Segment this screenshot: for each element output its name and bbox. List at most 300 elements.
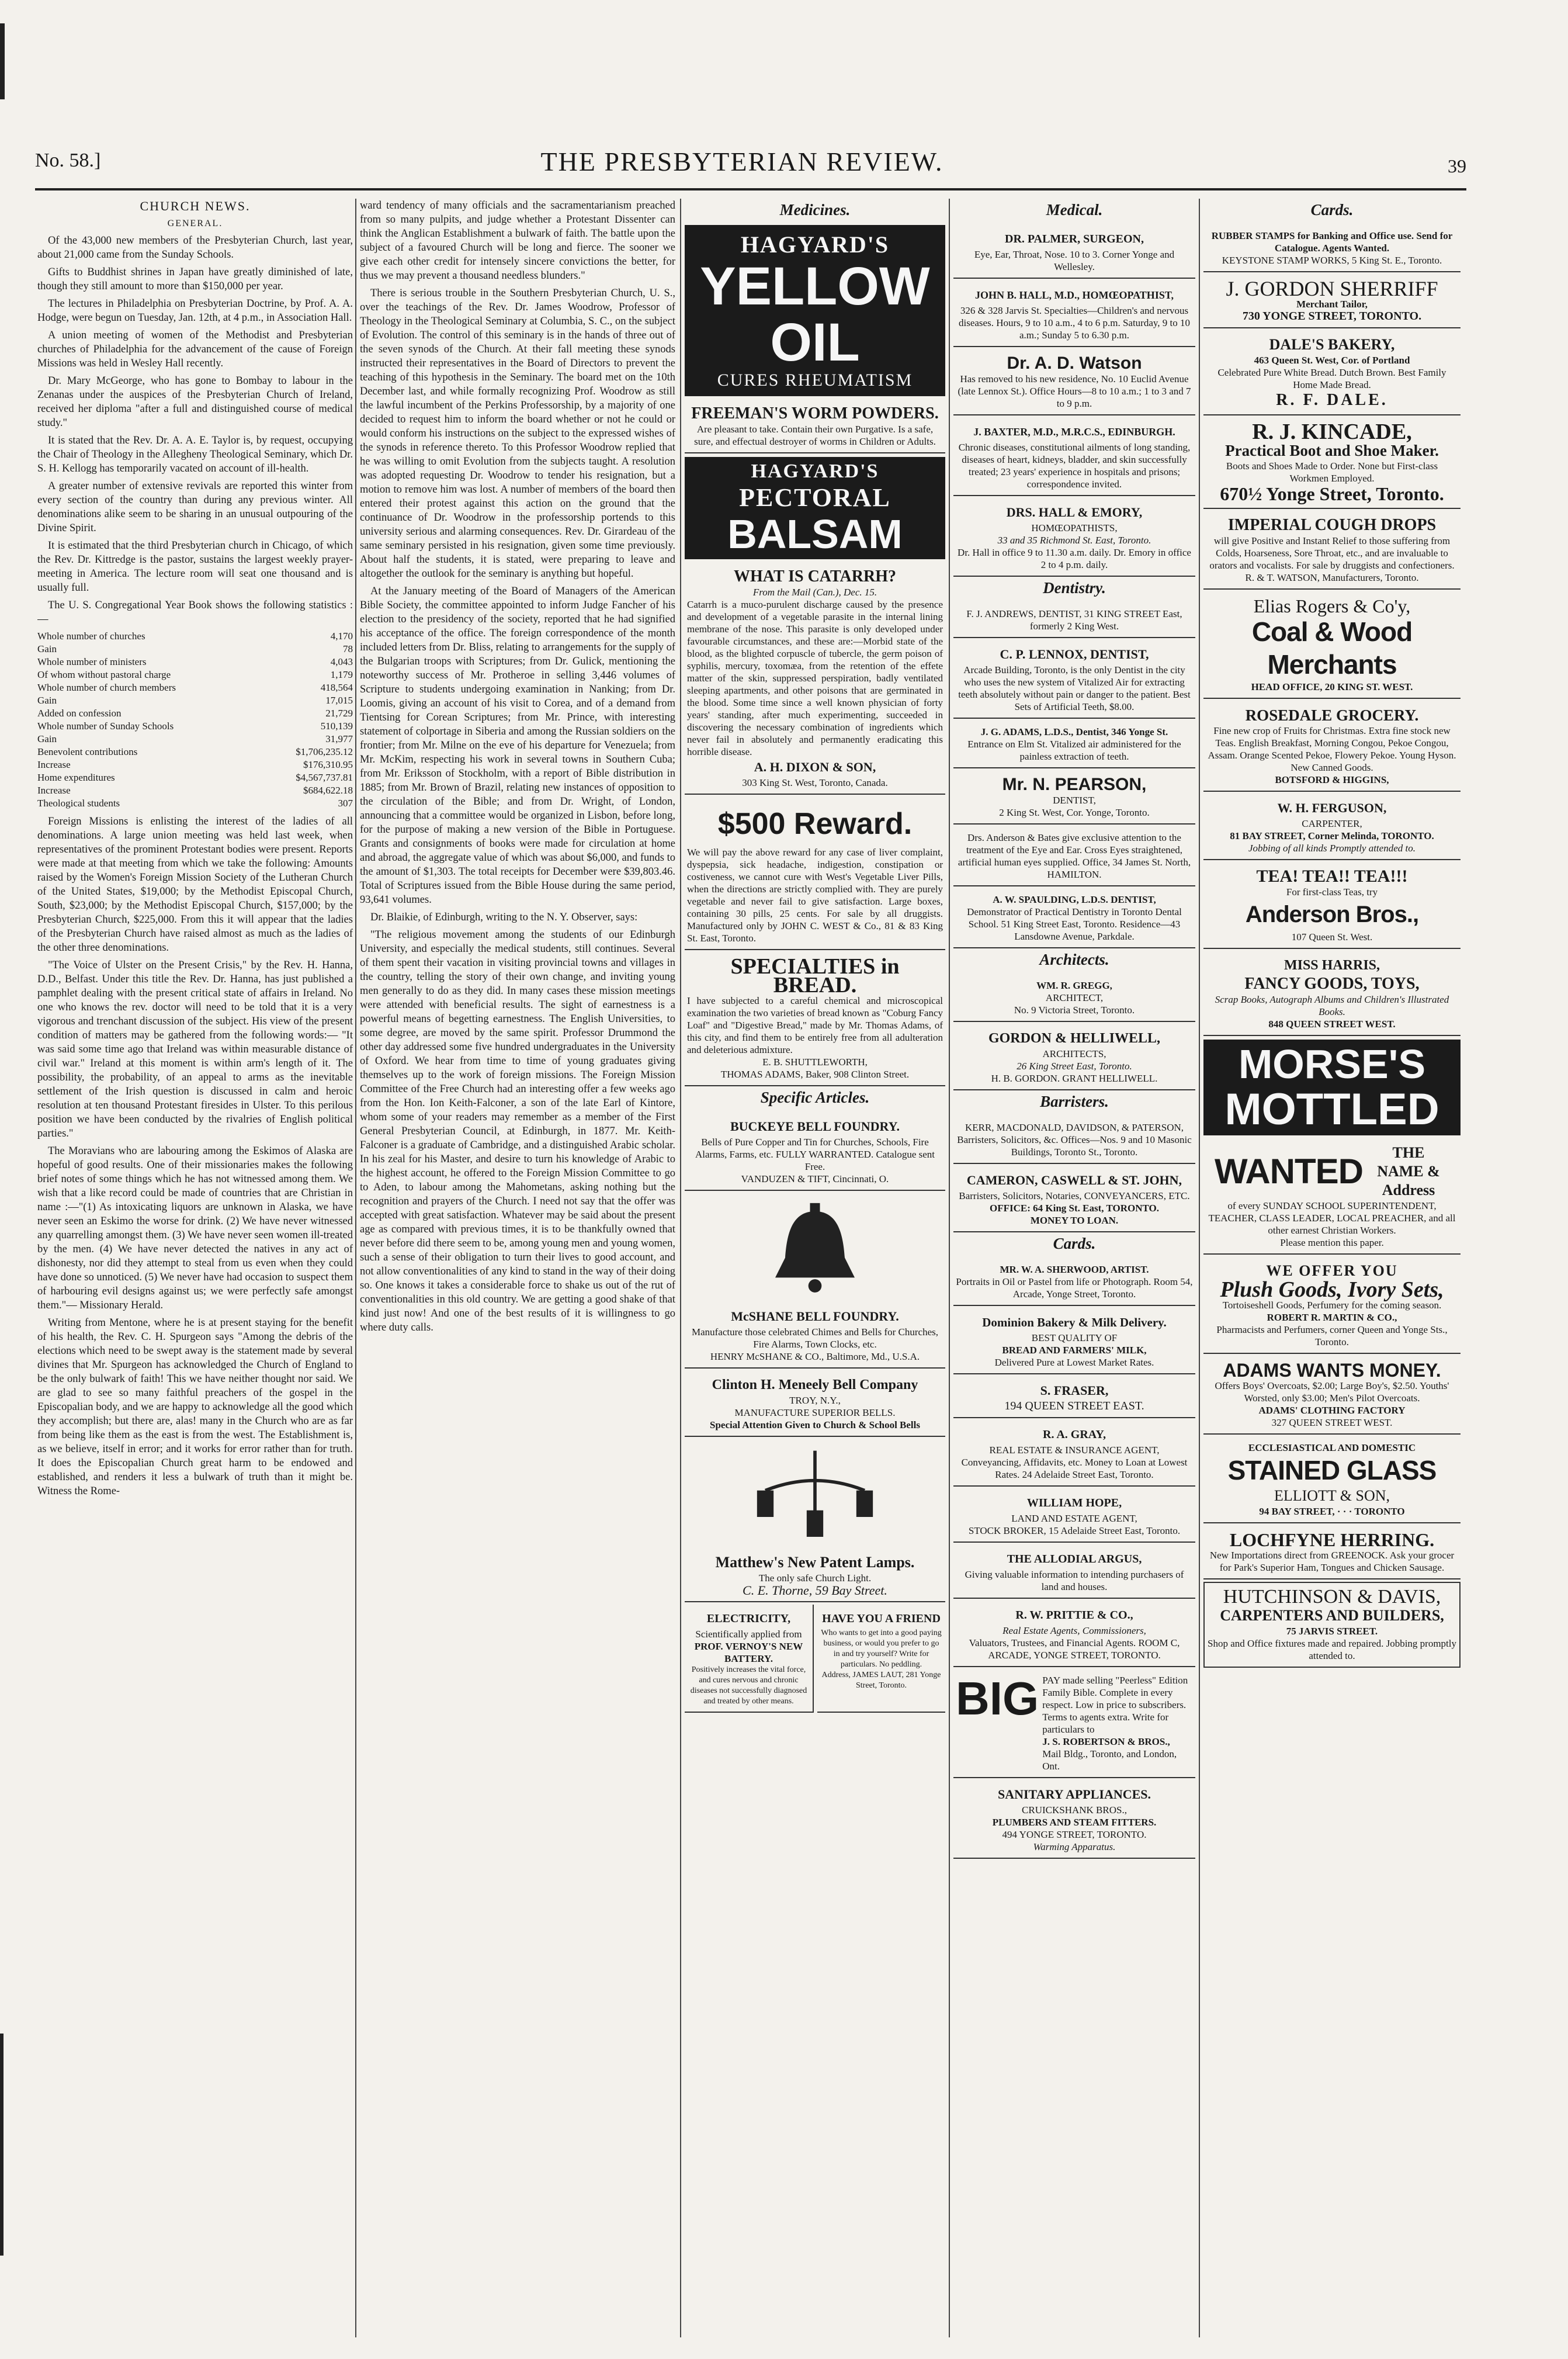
catarrh-ad xyxy=(685,563,945,795)
bottom-ads-row xyxy=(685,1605,945,1715)
ad-subtitle: CARPENTER, xyxy=(1302,818,1362,829)
ad-title: TEA! TEA!! TEA!!! xyxy=(1256,867,1408,886)
issue-number: No. 58.] xyxy=(35,150,101,171)
ad-address: 94 BAY STREET, · · · TORONTO xyxy=(1259,1506,1405,1517)
adams-dentist-card xyxy=(953,721,1195,768)
ad-subtitle: DENTIST, xyxy=(1053,795,1096,806)
news-paragraph: Dr. Blaikie, of Edinburgh, writing to the N. Y. Observer, says: xyxy=(370,912,638,923)
hope-card xyxy=(953,1489,1195,1543)
ad-line: MOTTLED xyxy=(1224,1085,1439,1134)
stat-label: Benevolent contributions xyxy=(37,746,138,757)
ad-title: C. P. LENNOX, DENTIST, xyxy=(1000,647,1149,661)
dominion-bakery-card xyxy=(953,1308,1195,1374)
stat-value: 17,015 xyxy=(325,695,353,706)
stat-label: Whole number of churches xyxy=(37,631,145,642)
ad-address: 107 Queen St. West. xyxy=(1291,931,1373,943)
ad-subtitle: HOMŒOPATHISTS, xyxy=(1031,522,1118,534)
news-paragraph: Writing from Mentone, where he is at present staying for the benefit of his health, the Rev. C. H. Spurgeon says "Among the debris of the elections which need to be swept away is the statement made by several divines that Mr. Spurgeon has acknowledged the Church of England to be the only bulwark of faith! This we have neither thought nor said. We are glad to see so many faithful preachers of the gospel in the Episcopalian body, and we are happy to acknowledge all the good which they accomplish; but there are, alas! many in the Church who are as far from being like them as the east is from the west. The Establishment is, as we believe, itself in error; and it works for error rather than for truth. It does the Episcopalian Church great harm to be endowed and established, and renders it less a bulwark of truth than it might be. Witness the Rome- xyxy=(37,1317,353,1497)
kerr-card xyxy=(953,1117,1195,1164)
watson-card xyxy=(953,349,1195,415)
andrews-card xyxy=(953,603,1195,638)
news-paragraph: Of the 43,000 new members of the Presbyterian Church, last year, about 21,000 came from the Sunday Schools. xyxy=(37,235,353,261)
ad-body: Valuators, Trustees, and Financial Agents. ROOM C, ARCADE, YONGE STREET, TORONTO. xyxy=(969,1637,1180,1661)
ad-title: MISS HARRIS, xyxy=(1283,958,1380,973)
allodial-card xyxy=(953,1545,1195,1599)
ad-title: THE ALLODIAL ARGUS, xyxy=(1007,1553,1142,1565)
wanted-header xyxy=(1206,1144,1458,1200)
ad-title: Mr. N. PEARSON, xyxy=(1002,775,1147,794)
gray-card xyxy=(953,1421,1195,1487)
ad-subtitle: Scientifically applied from xyxy=(695,1629,802,1640)
ad-title: WILLIAM HOPE, xyxy=(1026,1497,1122,1509)
ad-subtitle: Real Estate Agents, Commissioners, xyxy=(1002,1625,1146,1636)
ad-maker: HENRY McSHANE & CO., Baltimore, Md., U.S.A. xyxy=(710,1351,920,1362)
meneely-bell-ad xyxy=(685,1371,945,1437)
news-paragraph: Gifts to Buddhist shrines in Japan have greatly diminished of late, though they still amount to more than $150,000 per year. xyxy=(37,266,353,292)
section-heading: Specific Articles. xyxy=(760,1089,870,1106)
ad-tail: Please mention this paper. xyxy=(1280,1237,1384,1248)
ad-title: WANTED xyxy=(1215,1152,1363,1191)
ad-title: R. A. GRAY, xyxy=(1043,1428,1106,1441)
ad-title: Coal & Wood Merchants xyxy=(1251,616,1413,680)
gordon-helliwell-card xyxy=(953,1024,1195,1090)
ad-title: Dominion Bakery & Milk Delivery. xyxy=(982,1315,1167,1329)
left-border-mark xyxy=(0,23,5,99)
ad-body: RUBBER STAMPS for Banking and Office use. Send for Catalogue. Agents Wanted. xyxy=(1211,230,1453,254)
ad-body: Drs. Anderson & Bates give exclusive attention to the treatment of the Eye and Ear. Cross Eyes straightened, artificial human eyes supplied. Office, 34 James St. North, HAMILTON. xyxy=(958,832,1191,880)
ad-body: Are pleasant to take. Contain their own Purgative. Is a safe, sure, and effectual destroyer of worms in Children or Adults. xyxy=(694,424,936,447)
stat-row xyxy=(37,771,353,784)
ad-sender: A. H. DIXON & SON, xyxy=(754,760,876,774)
ferguson-card xyxy=(1203,794,1461,860)
ad-line: HAGYARD'S xyxy=(740,231,890,258)
ad-address: HEAD OFFICE, 20 KING ST. WEST. xyxy=(1251,681,1413,692)
hall-emory-card xyxy=(953,498,1195,577)
ad-title: J. BAXTER, M.D., M.R.C.S., EDINBURGH. xyxy=(973,426,1175,438)
fraser-card xyxy=(953,1377,1195,1418)
ad-address: THOMAS ADAMS, Baker, 908 Clinton Street. xyxy=(720,1069,910,1080)
ad-title: Matthew's New Patent Lamps. xyxy=(715,1554,915,1571)
rogers-coal-card xyxy=(1203,592,1461,699)
sherwood-card xyxy=(953,1259,1195,1306)
stat-value: 418,564 xyxy=(320,682,353,693)
ad-body: Boots and Shoes Made to Order. None but First-class Workmen Employed. xyxy=(1226,460,1438,484)
ad-address: 848 QUEEN STREET WEST. xyxy=(1268,1019,1396,1030)
stat-value: 21,729 xyxy=(325,708,353,719)
stat-label: Whole number of ministers xyxy=(37,656,147,667)
ad-names: H. B. GORDON. GRANT HELLIWELL. xyxy=(991,1073,1158,1084)
ad-subtitle: REAL ESTATE & INSURANCE AGENT, xyxy=(989,1445,1160,1456)
hall-card xyxy=(953,281,1195,347)
ad-body: Portraits in Oil or Pastel from life or Photograph. Room 54, Arcade, Yonge Street, Toronto. xyxy=(956,1276,1193,1300)
stained-glass-card xyxy=(1203,1437,1461,1523)
ad-name: Anderson Bros., xyxy=(1245,902,1419,927)
stat-label: Gain xyxy=(37,643,57,654)
adams-clothing-card xyxy=(1203,1356,1461,1435)
stat-row xyxy=(37,668,353,681)
column-medicines xyxy=(685,199,945,2341)
ad-body: New Importations direct from GREENOCK. Ask your grocer for Park's Superior Ham, Tongues and Chicken Sausage. xyxy=(1209,1550,1455,1573)
stat-label: Whole number of Sunday Schools xyxy=(37,720,174,732)
tea-card xyxy=(1203,862,1461,949)
column-news-continued xyxy=(360,199,675,2341)
stat-row xyxy=(37,733,353,746)
news-paragraph: Foreign Missions is enlisting the interest of the ladies of all denominations. A large union meeting was held last week, when representatives of the prominent Protestant bodies were present. Reports were made at that meeting from which we take the following: Amounts raised by the Women's Foreign Mission Society of the Lutheran Church of the United States, $19,000; by the Methodist Episcopal Church, South, $23,000; by the Methodist Episcopal Church, $157,000; by the Presbyterian Church, $225,000. From this it will appear that the ladies of the Presbyterian Church have raised almost as much as the ladies of the other three denominations. xyxy=(37,816,353,954)
ad-maker: ELLIOTT & SON, xyxy=(1274,1487,1390,1504)
ad-address: 81 BAY STREET, Corner Melinda, TORONTO. xyxy=(1230,830,1434,841)
news-paragraph: A greater number of extensive revivals are reported this winter from every section of the country than during any previous winter. All denominations alike seem to be sharing in an unusual outpouring of the Divine Spirit. xyxy=(37,480,353,534)
ad-body: STOCK BROKER, 15 Adelaide Street East, Toronto. xyxy=(968,1525,1181,1536)
stat-value: $1,706,235.12 xyxy=(296,746,353,757)
ad-subtitle: LAND AND ESTATE AGENT, xyxy=(1011,1513,1137,1524)
wanted-ad xyxy=(1203,1139,1461,1255)
worm-powders-ad xyxy=(685,400,945,453)
ad-title: Clinton H. Meneely Bell Company xyxy=(712,1377,918,1392)
ad-body: Has removed to his new residence, No. 10 Euclid Avenue (late Lennox St.). Office Hours—8 to 10 a.m.; 1 to 3 and 7 to 9 p.m. xyxy=(958,373,1191,409)
ad-title: J. GORDON SHERRIFF xyxy=(1226,277,1438,300)
ad-maker: KEYSTONE STAMP WORKS, 5 King St. E., Toronto. xyxy=(1222,255,1442,266)
stat-row xyxy=(37,746,353,758)
ad-maker: J. S. ROBERTSON & BROS., xyxy=(1042,1736,1170,1747)
ad-body: Tortoiseshell Goods, Perfumery for the coming season. xyxy=(1222,1300,1442,1311)
ad-title: ADAMS WANTS MONEY. xyxy=(1223,1360,1441,1381)
sherriff-card xyxy=(1203,275,1461,328)
ad-title: MR. W. A. SHERWOOD, ARTIST. xyxy=(1000,1264,1149,1275)
ad-address: 26 King Street East, Toronto. xyxy=(1017,1061,1132,1072)
stat-row xyxy=(37,784,353,797)
ad-title: W. H. FERGUSON, xyxy=(1277,801,1387,815)
stat-value: 31,977 xyxy=(325,733,353,744)
ad-body: of every SUNDAY SCHOOL SUPERINTENDENT, TEACHER, CLASS LEADER, LOCAL PREACHER, and all other earnest Christian Workers. xyxy=(1208,1200,1456,1236)
section-heading: Medicines. xyxy=(779,201,851,219)
ad-subtitle: Practical Boot and Shoe Maker. xyxy=(1225,442,1439,459)
ad-city: TROY, N.Y., xyxy=(789,1395,841,1406)
ad-title: DRS. HALL & EMORY, xyxy=(1006,505,1143,519)
section-heading: Dentistry. xyxy=(1043,579,1106,597)
stat-value: 1,179 xyxy=(330,669,353,680)
ad-address: 494 YONGE STREET, TORONTO. xyxy=(1002,1829,1147,1840)
news-paragraph: It is estimated that the third Presbyterian church in Chicago, of which the Rev. Dr. Kittredge is the pastor, sustains the largest weekly prayer-meeting in America. The lecture room will seat one thousand and is usually full. xyxy=(37,540,353,594)
ad-subtitle: CRUICKSHANK BROS., xyxy=(1022,1804,1127,1816)
yellow-oil-ad xyxy=(685,225,945,396)
dales-bakery-card xyxy=(1203,331,1461,415)
ad-body: Special Attention Given to Church & School Bells xyxy=(709,1419,920,1430)
pectoral-balsam-ad xyxy=(685,457,945,559)
header-rule xyxy=(35,188,1466,190)
ad-title: HAVE YOU A FRIEND xyxy=(822,1612,941,1625)
ad-line: HAGYARD'S xyxy=(751,460,879,482)
ad-address: 463 Queen St. West, Cor. of Portland xyxy=(1254,355,1410,366)
stat-value: $176,310.95 xyxy=(303,759,353,770)
newspaper-title: THE PRESBYTERIAN REVIEW. xyxy=(540,147,943,176)
ad-subtitle: ARCHITECT, xyxy=(1045,992,1104,1003)
ad-subtitle: For first-class Teas, try xyxy=(1286,886,1378,898)
rosedale-grocery-card xyxy=(1203,701,1461,792)
pearson-card xyxy=(953,771,1195,825)
ad-body: Arcade Building, Toronto, is the only Dentist in the city who uses the new system of Vitalized Air for extracting teeth absolutely without pain or danger to the patient. Best Sets of Artificial Teeth, $8.00. xyxy=(958,664,1191,712)
stat-row xyxy=(37,630,353,643)
ad-title: ROSEDALE GROCERY. xyxy=(1245,706,1419,724)
page-number: 39 xyxy=(1448,155,1466,176)
ad-body: We will pay the above reward for any case of liver complaint, dyspepsia, sick headache, indigestion, constipation or costiveness, we cannot cure with West's Vegetable Liver Pills, when the directions are strictly complied with. They are purely vegetable and never fail to give satisfaction. Large boxes, containing 30 pills, 25 cents. For sale by all druggists. Manufactured only by JOHN C. WEST & Co., 81 & 83 King St. East, Toronto. xyxy=(687,847,943,944)
bible-agents-card xyxy=(953,1669,1195,1778)
ad-address: No. 9 Victoria Street, Toronto. xyxy=(1014,1004,1135,1016)
morses-mottled-ad xyxy=(1203,1040,1461,1135)
ad-title: GORDON & HELLIWELL, xyxy=(988,1031,1161,1046)
ad-body: I have subjected to a careful chemical and microscopical examination the two varieties of bread known as "Coburg Fancy Loaf" and "Digestive Bread," made by Mr. Thomas Adams, of this city, and find them to be entirely free from all adulteration and deleterious admixture. xyxy=(687,995,943,1055)
ad-maker: R. & T. WATSON, Manufacturers, Toronto. xyxy=(1245,572,1419,583)
stat-value: $684,622.18 xyxy=(303,785,353,796)
section-heading: Medical. xyxy=(1046,201,1103,219)
ad-maker: BOTSFORD & HIGGINS, xyxy=(1275,774,1389,785)
stat-value: 78 xyxy=(343,643,353,654)
news-paragraph: It is stated that the Rev. Dr. A. A. E. Taylor is, by request, occupying the Chair of Theology in the Allegheny Theological Seminary, which Dr. S. H. Kellogg has temporarily vacated on account of ill-health. xyxy=(37,435,353,474)
ad-address: Mail Bldg., Toronto, and London, Ont. xyxy=(1042,1748,1177,1772)
ad-body: Scrap Books, Autograph Albums and Children's Illustrated Books. xyxy=(1215,994,1449,1017)
ad-body: MANUFACTURE SUPERIOR BELLS. xyxy=(734,1407,896,1418)
ad-subtitle: THE NAME & Address xyxy=(1377,1144,1440,1198)
ad-subtitle: The only safe Church Light. xyxy=(758,1572,872,1584)
spaulding-card xyxy=(953,889,1195,948)
ad-body: Conveyancing, Affidavits, etc. Money to Loan at Lowest Rates. 24 Adelaide Street East, Toronto. xyxy=(961,1457,1188,1480)
baxter-card xyxy=(953,418,1195,496)
column-divider xyxy=(355,199,356,2337)
ad-body: Jobbing of all kinds Promptly attended to. xyxy=(1248,843,1416,854)
section-heading: Barristers. xyxy=(1040,1093,1109,1110)
news-paragraph: Dr. Mary McGeorge, who has gone to Bombay to labour in the Zenanas under the auspices of the Presbyterian Church of Ireland, received her diploma "after a full and distinguished course of medical study." xyxy=(37,375,353,429)
ad-line: BALSAM xyxy=(727,511,903,557)
bell-icon xyxy=(687,1201,943,1301)
ad-title: FREEMAN'S WORM POWDERS. xyxy=(691,404,939,422)
reward-ad xyxy=(685,797,945,950)
ad-address: Pharmacists and Perfumers, corner Queen and Yonge Sts., Toronto. xyxy=(1216,1324,1448,1347)
sanitary-card xyxy=(953,1780,1195,1859)
ad-body: Demonstrator of Practical Dentistry in Toronto Dental School. 51 King Street East, Toronto. Residence—43 Lansdowne Avenue, Parkdale. xyxy=(967,906,1182,942)
ad-title: IMPERIAL COUGH DROPS xyxy=(1227,516,1437,534)
news-paragraph: The U. S. Congregational Year Book shows the following statistics :— xyxy=(37,600,353,625)
friend-ad xyxy=(817,1605,945,1713)
martin-offer-card xyxy=(1203,1257,1461,1354)
ad-body: Fine new crop of Fruits for Christmas. Extra fine stock new Teas. English Breakfast, Morning Congou, Pekoe Congou, Assam. Orange Scented Pekoe, Flowery Pekoe. Young Hyson. New Canned Goods. xyxy=(1208,725,1456,773)
section-heading: CHURCH NEWS. xyxy=(140,199,251,213)
stat-row xyxy=(37,694,353,707)
hutchinson-card xyxy=(1203,1582,1461,1668)
news-paragraph: "The Voice of Ulster on the Present Crisis," by the Rev. H. Hanna, D.D., Belfast. Under this title the Rev. Dr. Hanna, has just published a pamphlet dealing with the present critical state of affairs in Ireland. No one who knows the rev. doctor will need to be told that it is a very vigorous and trenchant discussion of the subject. His view of the present condition of matters may be gathered from the following words:— "It was said some time ago that Ireland was within measurable distance of civil war." Ireland at this moment is within arm's length of it. The possibility, the probability, of an appeal to arms as the inevitable settlement of the Irish question is discussed in calm and heroic resolution at ten thousand Protestant firesides in Ulster. To this perilous position we have been conducted by the rivalries of English political parties." xyxy=(37,959,353,1139)
ad-source: From the Mail (Can.), Dec. 15. xyxy=(752,587,877,598)
lochfyne-card xyxy=(1203,1526,1461,1579)
ad-body: Who wants to get into a good paying business, or would you prefer to go in and try yourself? Write for particulars. No peddling. xyxy=(821,1629,942,1669)
ad-title: BIG xyxy=(956,1672,1039,1724)
ad-title: LOCHFYNE HERRING. xyxy=(1229,1529,1435,1550)
ad-title: R. W. PRITTIE & CO., xyxy=(1015,1609,1133,1622)
ad-body: MONEY TO LOAN. xyxy=(1030,1215,1119,1226)
column-cards xyxy=(1203,199,1461,2341)
news-paragraph: ward tendency of many officials and the sacramentarianism preached from so many pulpits, and judge whether a Protestant Dissenter can think the Anglican Establishment a bulwark of faith. The battle upon the subject of a favoured Church will be long and fierce. The sooner we give each other credit for intensely sincere convictions the better, for thus we may prevent a thousand needless blunders." xyxy=(360,200,675,282)
stat-label: Added on confession xyxy=(37,708,122,719)
stat-label: Increase xyxy=(37,759,71,770)
palmer-card xyxy=(953,225,1195,279)
ad-title: WHAT IS CATARRH? xyxy=(734,567,896,586)
news-paragraph: There is serious trouble in the Southern Presbyterian Church, U. S., over the teachings of the Rev. Dr. James Woodrow, Professor of Theology in the Theological Seminary at Columbia, S. C., on the subject of Evolution. The control of this seminary is in the hands of three out of the seven synods of the Church. At their fall meeting these synods instructed their representatives in the Board of Directors to prevent the teaching of this hypothesis in the Seminary. The board met on the 10th December last, and while formally recognizing Prof. Woodrow as still the lawful incumbent of the Perkins Professorship, by a majority of one decided to request him to inform the board whether or not he could or would conform his instructions on the subject to the expressed wishes of the synods in reference thereto. To this Professor Woodrow replied that he was willing to omit Evolution from the subjects taught. A resolution was adopted requesting Dr. Woodrow to tender his resignation, but a motion to remove him was lost. A number of members of the board then entered their protest against this action on the ground that the continuance of Dr. Woodrow in the professorship portends to this university serious and alarming consequences. Rev. Dr. Girardeau of the same seminary persisted in his resignation, given some time previously. About half the students, it is stated, were preparing to leave and altogether the outlook for the seminary is anything but hopeful. xyxy=(360,287,675,580)
statistics-table xyxy=(37,630,353,810)
stat-value: 4,043 xyxy=(330,656,353,667)
ad-body: Chronic diseases, constitutional ailments of long standing, diseases of heart, kidneys, bladder, and skin successfully treated; 23 years' experience in hospitals and prisons; correspondence invited. xyxy=(958,442,1191,490)
stat-row xyxy=(37,758,353,771)
ad-title: WM. R. GREGG, xyxy=(1036,980,1112,991)
ad-address: 194 QUEEN STREET EAST. xyxy=(1004,1400,1144,1412)
section-heading: Cards. xyxy=(1053,1235,1096,1252)
ad-body: Giving valuable information to intending purchasers of land and houses. xyxy=(965,1569,1184,1592)
ad-item: BREAD AND FARMERS' MILK, xyxy=(1002,1345,1147,1356)
ad-address: 327 QUEEN STREET WEST. xyxy=(1271,1417,1393,1428)
ad-agent: C. E. Thorne, 59 Bay Street. xyxy=(743,1583,887,1598)
ad-maker: VANDUZEN & TIFT, Cincinnati, O. xyxy=(741,1173,889,1184)
ad-title: R. J. KINCADE, xyxy=(1252,420,1412,444)
lamps-ad xyxy=(685,1439,945,1602)
stat-label: Home expenditures xyxy=(37,772,115,783)
ad-body: 326 & 328 Jarvis St. Specialties—Children's and nervous diseases. Hours, 9 to 10 a.m., 4 to 6 p.m. Saturday, 9 to 10 a.m.; Sunday 5 to 6.30 p.m. xyxy=(959,305,1190,341)
ad-body: Celebrated Pure White Bread. Dutch Brown. Best Family Home Made Bread. xyxy=(1217,367,1446,390)
ad-body: Entrance on Elm St. Vitalized air administered for the painless extraction of teeth. xyxy=(967,739,1181,762)
ad-body: Dr. Hall in office 9 to 11.30 a.m. daily. Dr. Emory in office 2 to 4 p.m. daily. xyxy=(958,547,1191,570)
ad-body: KERR, MACDONALD, DAVIDSON, & PATERSON, Barristers, Solicitors, &c. Offices—Nos. 9 and 10 Masonic Buildings, Toronto St., Toronto. xyxy=(957,1122,1192,1158)
electricity-ad xyxy=(685,1605,814,1713)
stat-label: Gain xyxy=(37,695,57,706)
ad-title: JOHN B. HALL, M.D., HOMŒOPATHIST, xyxy=(974,289,1174,301)
ad-maker: ROBERT R. MARTIN & CO., xyxy=(1267,1312,1397,1323)
miss-harris-card xyxy=(1203,951,1461,1036)
ad-body: Eye, Ear, Throat, Nose. 10 to 3. Corner Yonge and Wellesley. xyxy=(974,249,1175,272)
ad-title: WE OFFER YOU xyxy=(1266,1262,1398,1279)
ad-title: Dr. A. D. Watson xyxy=(1007,354,1142,373)
section-subheading: GENERAL. xyxy=(167,219,223,228)
ad-address: 303 King St. West, Toronto, Canada. xyxy=(742,777,888,788)
stat-row xyxy=(37,656,353,668)
stat-row xyxy=(37,720,353,733)
ad-subtitle: Barristers, Solicitors, Notaries, CONVEYANCERS, ETC. xyxy=(959,1190,1190,1201)
column-divider xyxy=(680,199,681,2337)
ad-body: Shop and Office fixtures made and repaired. Jobbing promptly attended to. xyxy=(1208,1638,1456,1661)
left-border-mark xyxy=(0,2034,4,2256)
column-church-news xyxy=(37,199,353,2341)
gregg-card xyxy=(953,975,1195,1022)
ad-title: Elias Rogers & Co'y, xyxy=(1253,595,1411,616)
ad-body: Positively increases the vital force, and cures nervous and chronic diseases not successfully diagnosed and treated by other means. xyxy=(690,1665,807,1706)
ad-subtitle: Plush Goods, Ivory Sets, xyxy=(1220,1277,1444,1302)
cameron-card xyxy=(953,1166,1195,1232)
ad-subtitle: ARCHITECTS, xyxy=(1042,1048,1106,1059)
ad-body: Bells of Pure Copper and Tin for Churches, Schools, Fire Alarms, Farms, etc. FULLY WARRANTED. Catalogue sent Free. xyxy=(695,1137,935,1172)
stat-row xyxy=(37,681,353,694)
stat-row xyxy=(37,797,353,810)
stat-label: Whole number of church members xyxy=(37,682,176,693)
ad-title: SANITARY APPLIANCES. xyxy=(997,1787,1151,1802)
ad-title: J. G. ADAMS, L.D.S., Dentist, 346 Yonge St. xyxy=(980,726,1168,737)
news-paragraph: At the January meeting of the Board of Managers of the American Bible Society, the committee appointed to inform Judge Fancher of his election to the presidency of the society, reported that he had signified his acceptance of the office. The foreign correspondence of the month included letters from Dr. Bliss, relating to arrangements for the supply of the Bulgarian troops with Scriptures; from Dr. Gulick, mentioning the noteworthy success of Mr. Protheroe in selling 3,446 volumes of Scripture to students undergoing examination in Nanking; from Dr. Loomis, giving an account of his visit to Corea, and of a demand from Tientsing for Corean Scriptures; from Mr. Prince, with interesting statement of colportage in Siberia and among the Russian soldiers on the frontier; from Mr. Milne on the eve of his departure for Venezuela; from Mr. McKim, respecting his work in several towns in Southern Cuba; from Mr. Eriksson of Stockholm, with a report of Bible distribution in 1885; from Mr. Brown of Brazil, relating new instances of opposition to the circulation of the Bible; and from Dr. Wright, of London, announcing that a committee would be organized in Lisbon, before long, for the purpose of making a new version of the Bible in Portuguese. Grants and consignments of books were made for circulation at home and abroad, the aggregate value of which was about $6,000, and funds to the amount of $1,303. The total receipts for December were $39,803.46. Total of Scriptures issued from the Bible House during the same period, 93,641 volumes. xyxy=(360,586,675,906)
ad-subtitle: ADAMS' CLOTHING FACTORY xyxy=(1258,1405,1406,1416)
ad-line: YELLOW OIL xyxy=(700,257,930,372)
lennox-card xyxy=(953,640,1195,719)
ad-title: SPECIALTIES in BREAD. xyxy=(730,954,900,997)
stat-label: Gain xyxy=(37,733,57,744)
ad-title: CAMERON, CASWELL & ST. JOHN, xyxy=(966,1173,1182,1187)
ad-address: 2 King St. West, Cor. Yonge, Toronto. xyxy=(999,807,1150,818)
ad-body: Catarrh is a muco-purulent discharge caused by the presence and development of a vegetable parasite in the internal lining membrane of the nose. This parasite is only developed under favourable circumstances, and these are:—Morbid state of the blood, as the blighted corpuscle of tubercle, the germ poison of syphilis, mercury, toxomæa, from the retention of the effete matter of the skin, suppressed perspiration, badly ventilated sleeping apartments, and other poisons that are germinated in the blood. Some time since a well known physician of forty years' standing, after much experimenting, succeeded in discovering the necessary combination of ingredients which never fail in absolutely and permanently eradicating this horrible disease. xyxy=(687,599,943,757)
ad-subtitle: ECCLESIASTICAL AND DOMESTIC xyxy=(1248,1442,1416,1453)
ad-signature: E. B. SHUTTLEWORTH, xyxy=(762,1056,868,1068)
ad-body: F. J. ANDREWS, DENTIST, 31 KING STREET East, formerly 2 King West. xyxy=(966,608,1182,632)
ad-body: Offers Boys' Overcoats, $2.00; Large Boy's, $2.50. Youths' Worsted, only $3.00; Men's Pilot Overcoats. xyxy=(1215,1380,1449,1404)
ad-address: 75 JARVIS STREET. xyxy=(1286,1626,1378,1637)
ad-address: 33 and 35 Richmond St. East, Toronto. xyxy=(997,535,1151,546)
lamp-icon xyxy=(687,1447,943,1547)
ad-title: DALE'S BAKERY, xyxy=(1269,336,1395,353)
ad-body: Manufacture those celebrated Chimes and Bells for Churches, Fire Alarms, Town Clocks, etc. xyxy=(691,1326,939,1350)
news-paragraph: The lectures in Philadelphia on Presbyterian Doctrine, by Prof. A. A. Hodge, were begun on Tuesday, Jan. 12th, at 4 p.m., in Association Hall. xyxy=(37,298,353,324)
stat-label: Of whom without pastoral charge xyxy=(37,669,171,680)
ad-address: 670½ Yonge Street, Toronto. xyxy=(1220,483,1444,504)
page-header xyxy=(35,146,1466,181)
anderson-bates-card xyxy=(953,827,1195,886)
ad-tail: Warming Apparatus. xyxy=(1033,1841,1116,1852)
stat-label: Theological students xyxy=(37,798,120,809)
ad-title: A. W. SPAULDING, L.D.S. DENTIST, xyxy=(993,894,1156,905)
ad-body: Delivered Pure at Lowest Market Rates. xyxy=(994,1357,1154,1368)
ad-line: CURES RHEUMATISM xyxy=(717,370,913,390)
stat-row xyxy=(37,643,353,656)
ad-subtitle: FANCY GOODS, TOYS, xyxy=(1244,975,1420,993)
ad-subtitle: BEST QUALITY OF xyxy=(1031,1332,1118,1343)
ad-subtitle: Merchant Tailor, xyxy=(1296,299,1368,310)
stat-label: Increase xyxy=(37,785,71,796)
ad-title: McSHANE BELL FOUNDRY. xyxy=(731,1309,899,1324)
column-divider xyxy=(1199,199,1200,2337)
ad-title: STAINED GLASS xyxy=(1227,1455,1437,1485)
stat-value: 510,139 xyxy=(320,720,353,732)
ad-address: 730 YONGE STREET, TORONTO. xyxy=(1242,310,1422,323)
ad-body: will give Positive and Instant Relief to those suffering from Colds, Hoarseness, Sore Throat, etc., and are invaluable to orators and vocalists. For sale by druggists and confectioners. xyxy=(1209,535,1455,571)
prittie-card xyxy=(953,1601,1195,1667)
cough-drops-card xyxy=(1203,511,1461,590)
ad-title: HUTCHINSON & DAVIS, xyxy=(1223,1586,1441,1608)
kincade-card xyxy=(1203,418,1461,509)
stat-value: 307 xyxy=(338,798,353,809)
news-paragraph: A union meeting of women of the Methodist and Presbyterian churches of Philadelphia for the advancement of the cause of Foreign Missions was held in Wesley Hall recently. xyxy=(37,330,353,369)
ad-address: Address, JAMES LAUT, 281 Yonge Street, Toronto. xyxy=(821,1671,941,1690)
ad-subtitle: CARPENTERS AND BUILDERS, xyxy=(1220,1607,1444,1624)
stat-value: 4,170 xyxy=(330,631,353,642)
ad-body: PLUMBERS AND STEAM FITTERS. xyxy=(992,1817,1157,1828)
ad-title: DR. PALMER, SURGEON, xyxy=(1005,233,1144,245)
news-paragraph: "The religious movement among the students of our Edinburgh University, and especially the medical students, still continues. Several of them spent their vacation in visiting provincial towns and villages in the country, telling the story of their own change, and inviting young men generally to do as they did. In many cases these mission meetings were attended with beneficial results. The sight of earnestness is a powerful means of begetting earnestness. The English Universities, to some degree, are moved by the same spirit. Professor Drummond the other day addressed some five hundred undergraduates in the University of Oxford. We hear from time to time of young graduates giving themselves up to the work of foreign missions. The Foreign Mission Committee of the Free Church had an interesting offer a few weeks ago from the Hon. Ion Keith-Falconer, a son of the late Earl of Kintore, whom some of your readers may remember as a member of the First General Presbyterian Council, at Edinburgh, in 1877. Mr. Keith-Falconer is a graduate of Cambridge, and a distinguished Arabic scholar. In his zeal for his Master, and desire to turn his knowledge of Arabic to the highest account, he offered to the Foreign Mission Committee to go to Aden, to labour among the Mahometans, asking nothing but the recognition and prayers of the Church. I need not say that the offer was accepted with great satisfaction. Whatever may be said about the present age as compared with previous times, it is to be thankfully owned that never before did there seem to be, among young men and young women, such a sense of their obligation to turn their lives to good account, and not allow conventionalities of any kind to stand in the way of their doing so. One knows it takes a considerable force to shake us out of the rut of conventionalities in this old country. We are getting a good shake of that kind just now! And one of the best results of it is willingness to go where duty calls. xyxy=(360,929,675,1333)
buckeye-bell-ad xyxy=(685,1113,945,1191)
ad-line: PECTORAL xyxy=(739,483,891,512)
stat-row xyxy=(37,707,353,720)
ad-title: $500 Reward. xyxy=(717,807,913,841)
ad-body: PAY made selling "Peerless" Edition Family Bible. Complete in every respect. Low in price to subscribers. Terms to agents extra. Write for particulars to xyxy=(1042,1675,1188,1735)
stat-value: $4,567,737.81 xyxy=(296,772,353,783)
news-paragraph: The Moravians who are labouring among the Eskimos of Alaska are hopeful of good results. One of their missionaries makes the following brief notes of some things which he has not witnessed among them. We wish that a like record could be made of countries that are Christian in name :—"(1) As intoxicating liquors are unknown in Alaska, we have never seen an Eskimo the worse for drink. (2) We have never witnessed any quarrelling amongst them. (3) We have never seen women ill-treated by the men. (4) We have never detected the natives in any act of dishonesty, nor did they attempt to steal from us even when they could have done so unnoticed. (5) We never have had occasion to suspect them of harbouring evil designs against us; we were perfectly safe amongst them."— Missionary Herald. xyxy=(37,1145,353,1311)
ad-title: BUCKEYE BELL FOUNDRY. xyxy=(730,1119,900,1134)
column-divider xyxy=(949,199,950,2337)
bread-ad xyxy=(685,952,945,1086)
section-heading: Architects. xyxy=(1039,951,1109,968)
ad-name: PROF. VERNOY'S NEW BATTERY. xyxy=(694,1641,803,1664)
section-heading: Cards. xyxy=(1310,201,1354,219)
mcshane-bell-ad xyxy=(685,1193,945,1369)
ad-line: MORSE'S xyxy=(1238,1041,1426,1087)
ad-title: ELECTRICITY, xyxy=(706,1612,791,1625)
